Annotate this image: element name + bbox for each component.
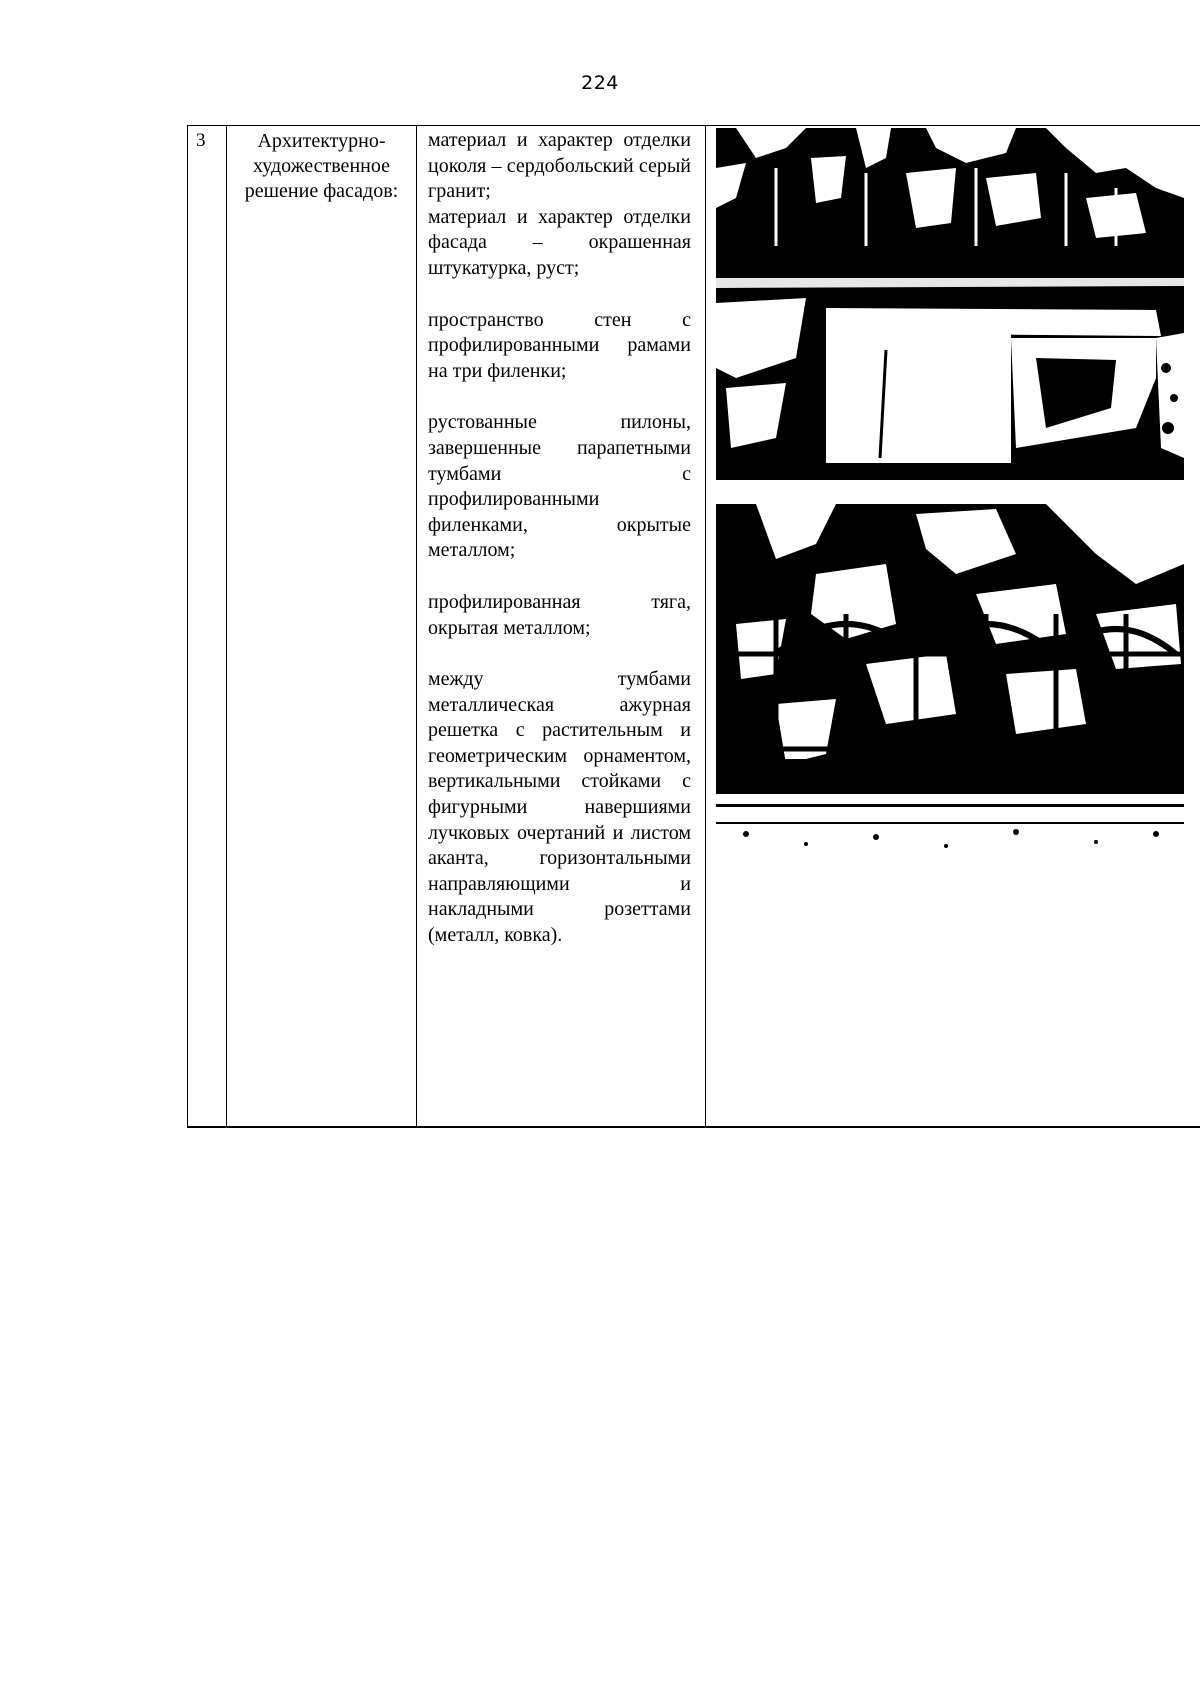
photo-cell [706, 126, 1200, 1127]
description-paragraph: между тумбами металлическая ажурная решетка с растительным и геометрическим орнаментом, вертикальными стойками с фигурными навершиями лучковых очертаний и листом аканта, горизонтальными направляющими и накладными розеттами (металл, ковка). [428, 668, 691, 947]
description-paragraph: рустованные пилоны, завершенные парапетными тумбами с профилированными филенками, окрытые металлом; [428, 411, 691, 562]
row-description [417, 126, 706, 1127]
photo-parapet-pedestal [716, 128, 1184, 480]
row-number: 3 [188, 126, 227, 1127]
photo-iron-lattice [716, 504, 1184, 854]
description-paragraph: материал и характер отделки фасада – окрашенная штукатурка, руст; [428, 205, 691, 279]
row-title: Архитектурно-художественное решение фасадов: [227, 126, 417, 1127]
description-paragraph: пространство стен с профилированными рамами на три филенки; [428, 308, 691, 382]
description-paragraph: материал и характер отделки цоколя – сердобольский серый гранит; [428, 129, 691, 203]
protection-subject-table [187, 125, 1200, 1128]
page-number: 224 [581, 72, 619, 94]
table-row [188, 126, 1200, 1127]
description-paragraph: профилированная тяга, окрытая металлом; [428, 590, 691, 639]
